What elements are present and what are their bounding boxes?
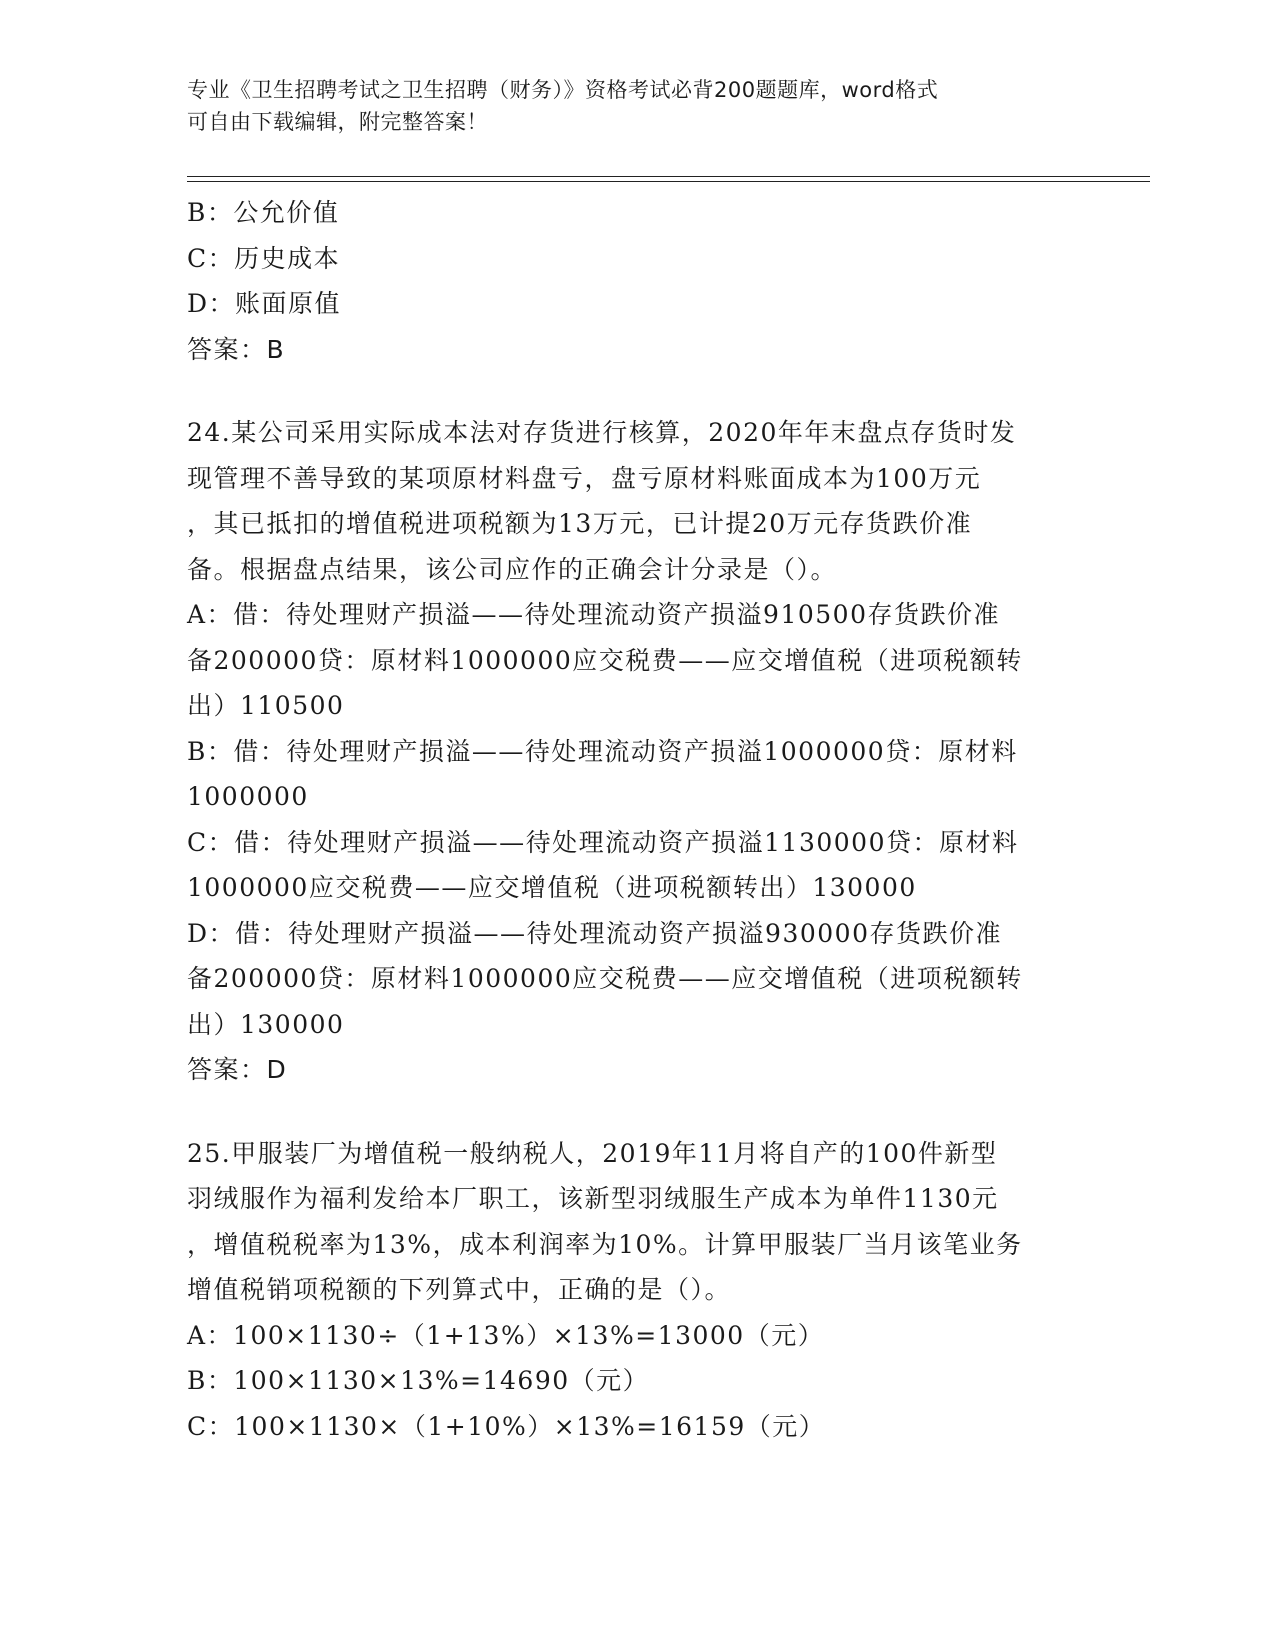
question-24-answer: 答案：D [187,1055,288,1084]
question-24-option-b: 1000000 [187,782,309,811]
question-25-stem: 增值税销项税额的下列算式中，正确的是（）。 [187,1275,732,1304]
question-25-stem: ，增值税税率为13%，成本利润率为10%。计算甲服装厂当月该笔业务 [187,1229,1023,1259]
question-25-option-b: B：100×1130×13%=14690（元） [187,1366,650,1395]
question-24-stem: ，其已抵扣的增值税进项税额为13万元，已计提20万元存货跌价准 [187,509,973,538]
question-24-option-b: B：借：待处理财产损溢——待处理流动资产损溢1000000贷：原材料 [187,736,1018,766]
header-line-1: 专业《卫生招聘考试之卫生招聘（财务）》资格考试必背200题题库，word格式 [187,78,939,102]
question-24-option-d: 出）130000 [187,1009,345,1039]
header-line-2: 可自由下载编辑，附完整答案！ [187,110,488,134]
question-24-stem: 备。根据盘点结果，该公司应作的正确会计分录是（）。 [187,554,838,584]
question-24-option-d: D：借：待处理财产损溢——待处理流动资产损溢930000存货跌价准 [187,918,1002,948]
question-24-stem: 24.某公司采用实际成本法对存货进行核算，2020年年末盘点存货时发 [187,418,1017,447]
question-content [187,190,1087,1449]
question-24-stem: 现管理不善导致的某项原材料盘亏，盘亏原材料账面成本为100万元 [187,463,982,493]
question-24-option-a: 备200000贷：原材料1000000应交税费——应交增值税（进项税额转 [187,645,1023,675]
option-c: C：历史成本 [187,243,341,273]
question-24-option-c: 1000000应交税费——应交增值税（进项税额转出）130000 [187,873,917,902]
question-24-option-a: A：借：待处理财产损溢——待处理流动资产损溢910500存货跌价准 [187,600,1000,629]
option-d: D：账面原值 [187,289,342,318]
header-rule-bottom [187,181,1150,182]
question-25-stem: 25.甲服装厂为增值税一般纳税人，2019年11月将自产的100件新型 [187,1138,998,1168]
question-25-stem: 羽绒服作为福利发给本厂职工，该新型羽绒服生产成本为单件1130元 [187,1184,999,1213]
spacer [187,372,1087,410]
question-24-option-a: 出）110500 [187,691,345,720]
question-25-option-c: C：100×1130×（1+10%）×13%=16159（元） [187,1411,826,1441]
spacer [187,1093,1087,1131]
option-b: B：公允价值 [187,198,340,227]
question-25-option-a: A：100×1130÷（1+13%）×13%=13000（元） [187,1320,825,1350]
question-24-option-d: 备200000贷：原材料1000000应交税费——应交增值税（进项税额转 [187,964,1023,993]
document-header [187,74,1067,138]
header-rule-top [187,176,1150,177]
answer-line: 答案：B [187,334,286,364]
question-24-option-c: C：借：待处理财产损溢——待处理流动资产损溢1130000贷：原材料 [187,827,1019,857]
